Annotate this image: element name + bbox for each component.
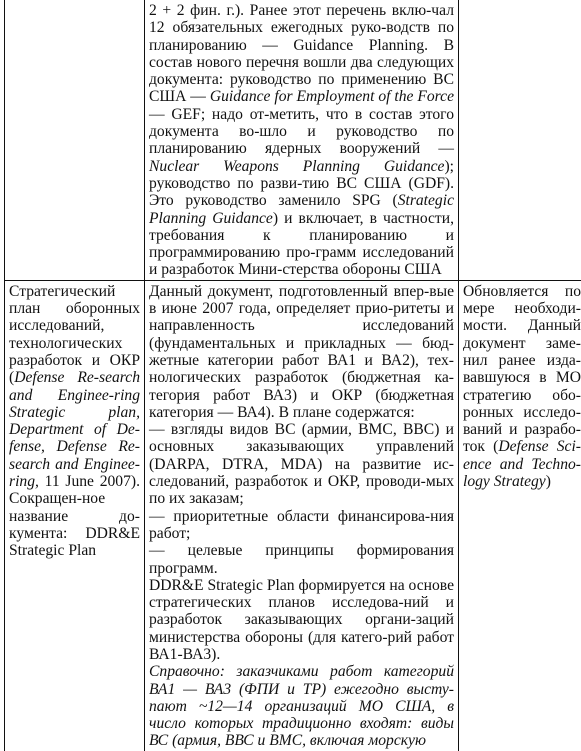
text-run: Обновляется по мере необходи-мости. Данный документ заме-нил ранее изда-вавшуюся в МО стратегию обо-ронных исследо-ваний и разрабо-ток (	[463, 283, 581, 456]
table-cell-notes	[459, 0, 581, 280]
italic-text-run: Guidance for Employment of the Force	[210, 88, 454, 105]
document-table	[4, 0, 581, 751]
table-cell-description	[145, 0, 459, 280]
text-run: ); руководство по разви-тию ВС США (GDF). Это руководство заменило SPG (	[149, 158, 454, 210]
italic-text-run: Strategic Planning Guidance	[149, 192, 454, 226]
reference-note: Справочно: заказчиками работ категорий ВА1 — ВА3 (ФПИ и ТР) ежегодно высту-пают ~12—14 организаций МО США, в число которых традиционно входят: виды ВС (армия, ВВС и ВМС, включая морскую	[149, 663, 454, 749]
table-cell-description	[145, 280, 459, 751]
cell-paragraph: — целевые принципы формирования программ.	[149, 542, 454, 577]
cell-paragraph: — приоритетные области финансирова-ния работ;	[149, 508, 454, 543]
cell-paragraph: — взгляды видов ВС (армии, ВМС, ВВС) и основных заказывающих управлений (DARPA, DTRA, MDA) на развитие ис-следований, разработок и ОКР, проводи-мых по их заказам;	[149, 421, 454, 507]
text-run: ) и включает, в частности, требования к планированию и программированию про-грамм исследований и разработок Мини-стерства обороны США	[149, 210, 454, 279]
text-run: )	[546, 473, 551, 490]
text-run: Стратегический план оборонных исследований, технологических разработок и ОКР (	[9, 283, 140, 386]
text-run: — GEF; надо от-метить, что в состав этого документа во-шло и руководство по планированию ядерных вооружений —	[149, 106, 454, 158]
table-cell-document-name	[5, 280, 145, 751]
table-row	[5, 280, 581, 751]
italic-text-run: Defense Sci-ence and Techno-logy Strategy	[463, 438, 581, 490]
text-run: 2 + 2 фин. г.). Ранее этот перечень вклю-чал 12 обязательных ежегодных руко-водств по планированию — Guidance Planning. В состав нового перечня вошли два следующих документа: руководство по применению ВС США —	[149, 2, 454, 105]
table-cell-notes	[459, 280, 581, 751]
cell-paragraph	[463, 283, 581, 491]
cell-paragraph: DDR&E Strategic Plan формируется на основе стратегических планов исследова-ний и разработок заказывающих органи-заций министерства обороны (для катего-рий работ ВА1-ВА3).	[149, 577, 454, 663]
italic-text-run: Defense Re-search and Enginee-ring Strategic plan, Department of De-fense, Defense Re-search and Enginee-ring,	[9, 369, 140, 490]
cell-paragraph: Данный документ, подготовленный впер-вые в июне 2007 года, определяет прио-ритеты и направленность исследований (фундаментальных и прикладных — бюд-жетные категории работ ВА1 и ВА2), тех-нологических разработок (бюджетная ка-тегория работ ВА3) и ОКР (бюджетная категория — ВА4). В плане содержатся:	[149, 283, 454, 421]
table-cell-document-name	[5, 0, 145, 280]
table-row	[5, 0, 581, 280]
italic-text-run: Nuclear Weapons Planning Guidance	[149, 158, 444, 175]
cell-paragraph	[9, 283, 140, 560]
cell-paragraph	[149, 2, 454, 279]
text-run: 11 June 2007). Сокращен-ное название до-кумента: DDR&E Strategic Plan	[9, 473, 140, 559]
